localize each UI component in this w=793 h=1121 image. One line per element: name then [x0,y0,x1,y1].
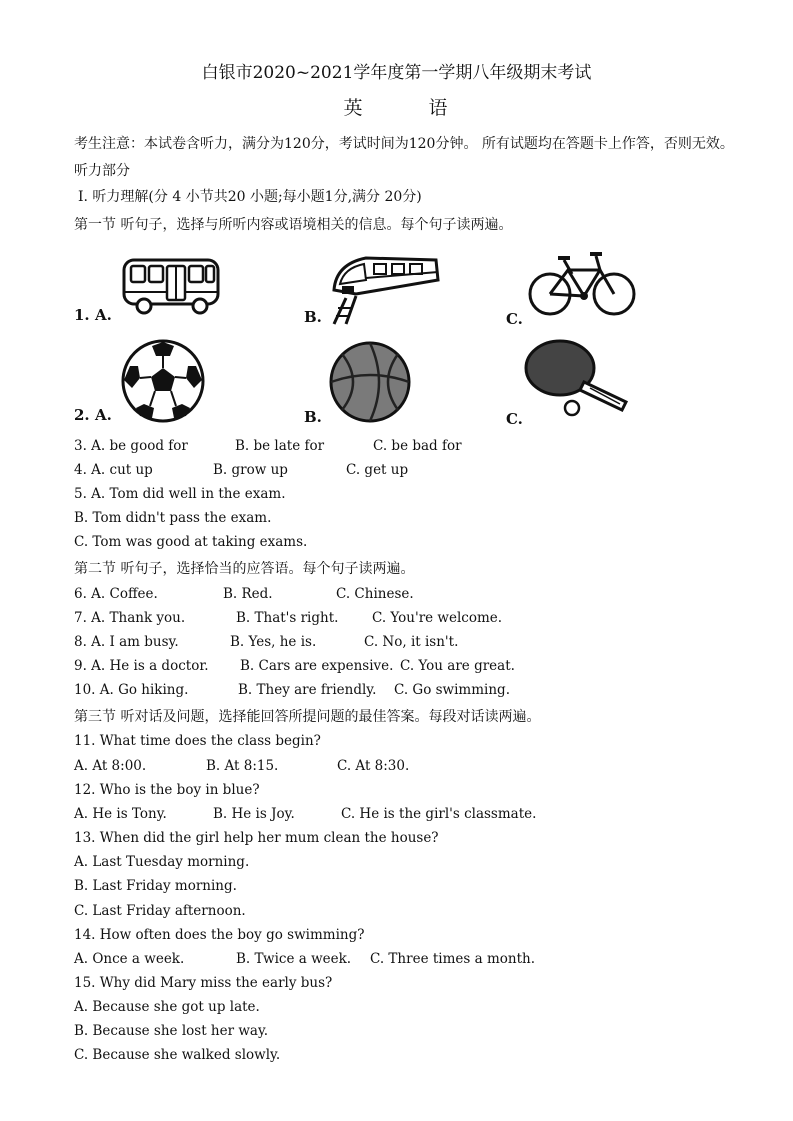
q8-option-a: 8. A. I am busy. [74,634,179,650]
q7-option-c: C. You're welcome. [372,610,503,626]
q10-option-a: 10. A. Go hiking. [74,682,189,698]
q9-option-c: C. You are great. [400,658,515,674]
q11-question: 11. What time does the class begin? [74,733,321,749]
subject-title [0,93,793,120]
q2-label-b: B. [304,408,322,426]
q14-option-b: B. Twice a week. [236,951,352,967]
section-heading: Ⅰ. 听力理解(分 4 小节共20 小题;每小题1分,满分 20分) [78,189,422,205]
q2-label-a: A. [95,406,112,424]
q4-option-b: B. grow up [213,462,288,478]
q8-option-c: C. No, it isn't. [364,634,459,650]
q7-option-a: 7. A. Thank you. [74,610,186,626]
q7-option-b: B. That's right. [236,610,339,626]
bus-icon [120,256,224,318]
q4-option-c: C. get up [346,462,409,478]
q13-option-b: B. Last Friday morning. [74,878,237,894]
ping-pong-paddle-icon [524,338,632,418]
q6-option-b: B. Red. [223,586,273,602]
q15-option-c: C. Because she walked slowly. [74,1047,281,1063]
q3-option-c: C. be bad for [373,438,462,454]
q14-question: 14. How often does the boy go swimming? [74,927,365,943]
listening-part-label: 听力部分 [74,163,130,179]
basketball-icon [328,340,412,424]
q1-number: 1. [74,306,90,324]
q13-question: 13. When did the girl help her mum clean the house? [74,830,439,846]
q14-option-c: C. Three times a month. [370,951,535,967]
q12-option-b: B. He is Joy. [213,806,295,822]
soccer-ball-icon [120,338,206,424]
q1-label-a: A. [95,306,112,324]
part1-heading: 第一节 听句子，选择与所听内容或语境相关的信息。每个句子读两遍。 [74,217,513,233]
q2-label-c: C. [506,410,523,428]
q6-option-a: 6. A. Coffee. [74,586,158,602]
train-icon [326,250,446,326]
q11-option-a: A. At 8:00. [74,758,147,774]
q9-option-a: 9. A. He is a doctor. [74,658,209,674]
exam-title: 白银市2020~2021学年度第一学期八年级期末考试 [201,63,592,83]
part3-heading: 第三节 听对话及问题，选择能回答所提问题的最佳答案。每段对话读两遍。 [74,709,541,725]
q12-option-a: A. He is Tony. [74,806,167,822]
q12-question: 12. Who is the boy in blue? [74,782,260,798]
q3-option-a: 3. A. be good for [74,438,188,454]
q5-option-c: C. Tom was good at taking exams. [74,534,308,550]
q15-question: 15. Why did Mary miss the early bus? [74,975,333,991]
exam-notice: 考生注意：本试卷含听力，满分为120分，考试时间为120分钟。 所有试题均在答题卡上作答，否则无效。 [74,136,734,152]
q6-option-c: C. Chinese. [336,586,414,602]
q10-option-b: B. They are friendly. [238,682,377,698]
q11-option-c: C. At 8:30. [337,758,410,774]
q12-option-c: C. He is the girl's classmate. [341,806,537,822]
q9-option-b: B. Cars are expensive. [240,658,394,674]
q2-number: 2. [74,406,90,424]
q4-option-a: 4. A. cut up [74,462,153,478]
subject-char-2: 语 [428,97,450,119]
q13-option-c: C. Last Friday afternoon. [74,903,246,919]
q1-label-c: C. [506,310,523,328]
q15-option-a: A. Because she got up late. [74,999,260,1015]
q1-label-b: B. [304,308,322,326]
q5-option-a: 5. A. Tom did well in the exam. [74,486,286,502]
part2-heading: 第二节 听句子，选择恰当的应答语。每个句子读两遍。 [74,561,415,577]
bicycle-icon [526,246,638,318]
q14-option-a: A. Once a week. [74,951,185,967]
q3-option-b: B. be late for [235,438,325,454]
q10-option-c: C. Go swimming. [394,682,510,698]
q13-option-a: A. Last Tuesday morning. [74,854,250,870]
subject-char-1: 英 [343,97,365,119]
q15-option-b: B. Because she lost her way. [74,1023,269,1039]
q5-option-b: B. Tom didn't pass the exam. [74,510,272,526]
q11-option-b: B. At 8:15. [206,758,279,774]
q8-option-b: B. Yes, he is. [230,634,317,650]
